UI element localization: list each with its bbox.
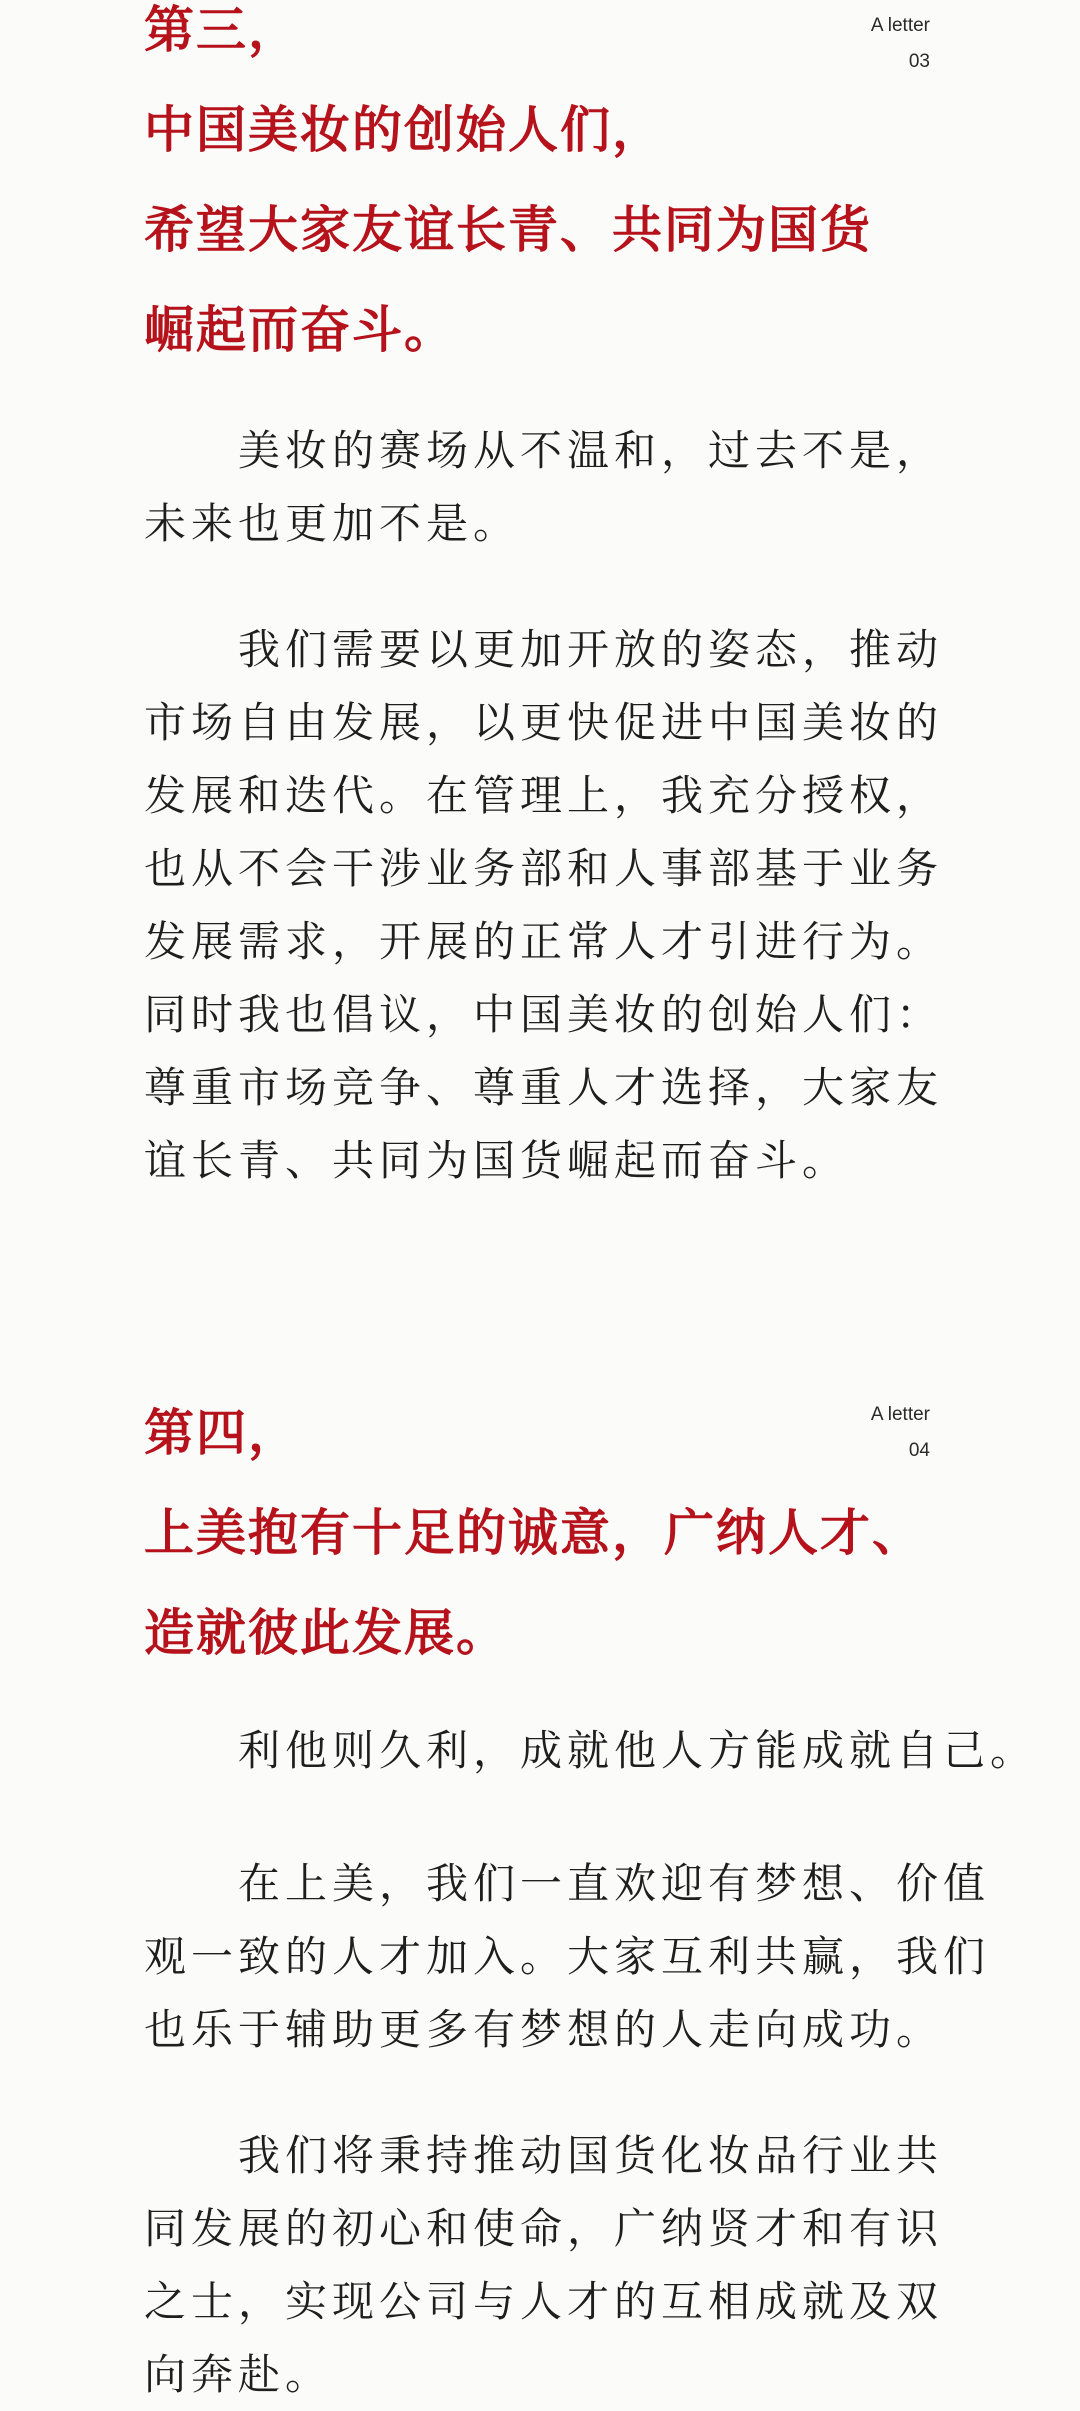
body-paragraph <box>144 414 944 560</box>
paragraph-line: 发展和迭代。在管理上，我充分授权， <box>144 771 944 820</box>
section-heading <box>144 0 872 380</box>
paragraph-line: 之士，实现公司与人才的互相成就及双 <box>144 2277 944 2326</box>
body-paragraph <box>144 613 944 1197</box>
heading-line: 崛起而奋斗。 <box>144 301 456 359</box>
body-paragraph <box>144 1847 991 2066</box>
paragraph-line: 尊重市场竞争、尊重人才选择，大家友 <box>144 1063 944 1112</box>
heading-line: 上美抱有十足的诚意，广纳人才、 <box>144 1504 924 1562</box>
heading-line: 中国美妆的创始人们， <box>144 101 664 159</box>
paragraph-line: 利他则久利，成就他人方能成就自己。 <box>144 1726 1038 1775</box>
heading-line: 第四， <box>144 1404 300 1462</box>
paragraph-line: 发展需求，开展的正常人才引进行为。 <box>144 917 944 966</box>
letter-tag-number: 03 <box>908 51 930 72</box>
paragraph-line: 同发展的初心和使命，广纳贤才和有识 <box>144 2204 944 2253</box>
paragraph-line: 美妆的赛场从不温和，过去不是， <box>144 426 944 475</box>
paragraph-line: 市场自由发展，以更快促进中国美妆的 <box>144 698 944 747</box>
paragraph-line: 也从不会干涉业务部和人事部基于业务 <box>144 844 944 893</box>
heading-line: 造就彼此发展。 <box>144 1604 508 1662</box>
paragraph-line: 我们将秉持推动国货化妆品行业共 <box>144 2131 944 2180</box>
paragraph-line: 我们需要以更加开放的姿态，推动 <box>144 625 944 674</box>
body-paragraph <box>144 1714 1038 1787</box>
heading-line: 希望大家友谊长青、共同为国货 <box>144 201 872 259</box>
paragraph-line: 在上美，我们一直欢迎有梦想、价值 <box>144 1859 991 1908</box>
paragraph-line: 观一致的人才加入。大家互利共赢，我们 <box>144 1932 991 1981</box>
paragraph-line: 谊长青、共同为国货崛起而奋斗。 <box>144 1136 850 1185</box>
paragraph-line: 同时我也倡议，中国美妆的创始人们： <box>144 990 944 1039</box>
paragraph-line: 未来也更加不是。 <box>144 499 521 548</box>
letter-tag-label: A letter <box>870 15 930 36</box>
paragraph-line: 向奔赴。 <box>144 2350 333 2399</box>
body-paragraph <box>144 2119 944 2411</box>
letter-tag-number: 04 <box>908 1440 930 1461</box>
letter-tag <box>871 8 930 80</box>
section-heading <box>144 1383 924 1683</box>
letter-tag-label: A letter <box>870 1404 930 1425</box>
heading-line: 第三， <box>144 1 300 59</box>
paragraph-line: 也乐于辅助更多有梦想的人走向成功。 <box>144 2005 944 2054</box>
